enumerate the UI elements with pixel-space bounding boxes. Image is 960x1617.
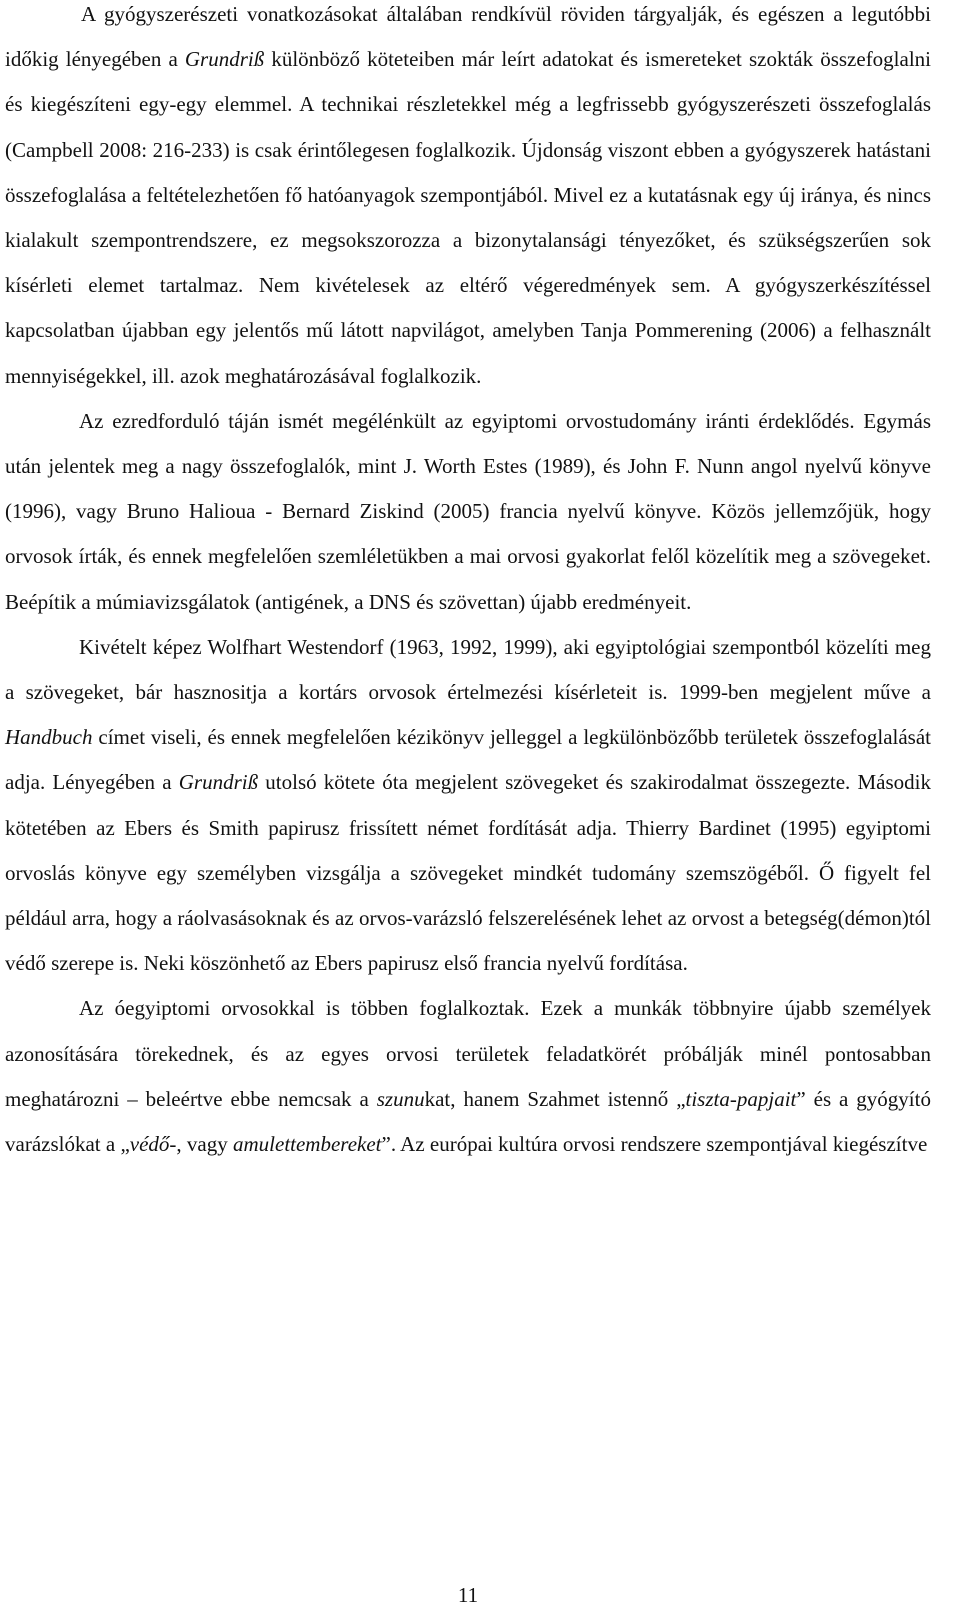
italic-text-run: szunu: [376, 1086, 425, 1111]
paragraph-2: [5, 399, 931, 625]
text-run: ” és a gyógyító varázslókat a „: [5, 1086, 931, 1157]
text-run: Kivételt képez Wolfhart Westendorf (1963, 1992, 1999), aki egyiptológiai szempontból közelíti meg a szövegeket, bár hasznositja a kortárs orvosok értelmezési kísérleteit is. 1999-ben megjelent műve a: [5, 634, 931, 705]
text-run: A gyógyszerészeti vonatkozásokat általában rendkívül röviden tárgyalják, és egészen a legutóbbi időkig lényegében a: [5, 2, 931, 72]
text-run: -, vagy: [169, 1132, 233, 1157]
paragraph-1: [5, 0, 931, 399]
text-run: kat, hanem Szahmet istennő „: [424, 1086, 686, 1111]
italic-text-run: tiszta-papjait: [685, 1086, 797, 1111]
text-run: utolsó kötete óta megjelent szövegeket és szakirodalmat összegezte. Második kötetében az Ebers és Smith papirusz frissített német fordítását adja. Thierry Bardinet (1995) egyiptomi orvoslás könyve egy személyben vizsgálja a szövegeket mindkét tudomány szemszögéből. Ő figyelt fel például arra, hogy a ráolvasásoknak és az orvos-varázsló felszerelésének lehet az orvost a betegség(démon)tól védő szerepe is. Neki köszönhető az Ebers papirusz első francia nyelvű fordítása.: [5, 770, 931, 976]
paragraph-3: [5, 625, 931, 987]
italic-text-run: Grundriß: [184, 47, 265, 72]
document-body: [5, 0, 931, 1167]
italic-text-run: Grundriß: [178, 770, 259, 795]
italic-text-run: Handbuch: [5, 725, 93, 750]
text-run: Az ezredforduló táján ismét megélénkült az egyiptomi orvostudomány iránti érdeklődés. Egymás után jelentek meg a nagy összefoglalók, mint J. Worth Estes (1989), és John F. Nunn angol nyelvű könyve (1996), vagy Bruno Halioua - Bernard Ziskind (2005) francia nyelvű könyve. Közös jellemzőjük, hogy orvosok írták, és ennek megfelelően szemléletükben a mai orvosi gyakorlat felől közelítik meg a szövegeket. Beépítik a múmiavizsgálatok (antigének, a DNS és szövettan) újabb eredményeit.: [5, 408, 931, 614]
italic-text-run: védő: [129, 1132, 170, 1157]
text-run: ”. Az európai kultúra orvosi rendszere szempontjával kiegészítve: [381, 1132, 928, 1157]
text-run: címet viseli, és ennek megfelelően kézikönyv jelleggel a legkülönbözőbb területek összefoglalását adja. Lényegében a: [5, 725, 931, 795]
text-run: Az óegyiptomi orvosokkal is többen foglalkoztak. Ezek a munkák többnyire újabb személyek azonosítására törekednek, és az egyes orvosi területek feladatkörét próbálják minél pontosabban meghatározni – beleértve ebbe nemcsak a: [5, 996, 931, 1111]
italic-text-run: amulettembereket: [233, 1132, 382, 1157]
paragraph-4: [5, 986, 931, 1167]
page-number: 11: [457, 1583, 479, 1607]
text-run: különböző köteteiben már leírt adatokat és ismereteket szokták összefoglalni és kiegészíteni egy-egy elemmel. A technikai részletekkel még a legfrissebb gyógyszerészeti összefoglalás (Campbell 2008: 216-233) is csak érintőlegesen foglalkozik. Újdonság viszont ebben a gyógyszerek hatástani összefoglalása a feltételezhetően fő hatóanyagok szempontjából. Mivel ez a kutatásnak egy új iránya, és nincs kialakult szempontrendszere, ez megsokszorozza a bizonytalansági tényezőket, és szükségszerűen sok kísérleti elemet tartalmaz. Nem kivételesek az eltérő végeredmények sem. A gyógyszerkészítéssel kapcsolatban újabban egy jelentős mű látott napvilágot, amelyben Tanja Pommerening (2006) a felhasznált mennyiségekkel, ill. azok meghatározásával foglalkozik.: [5, 47, 932, 388]
